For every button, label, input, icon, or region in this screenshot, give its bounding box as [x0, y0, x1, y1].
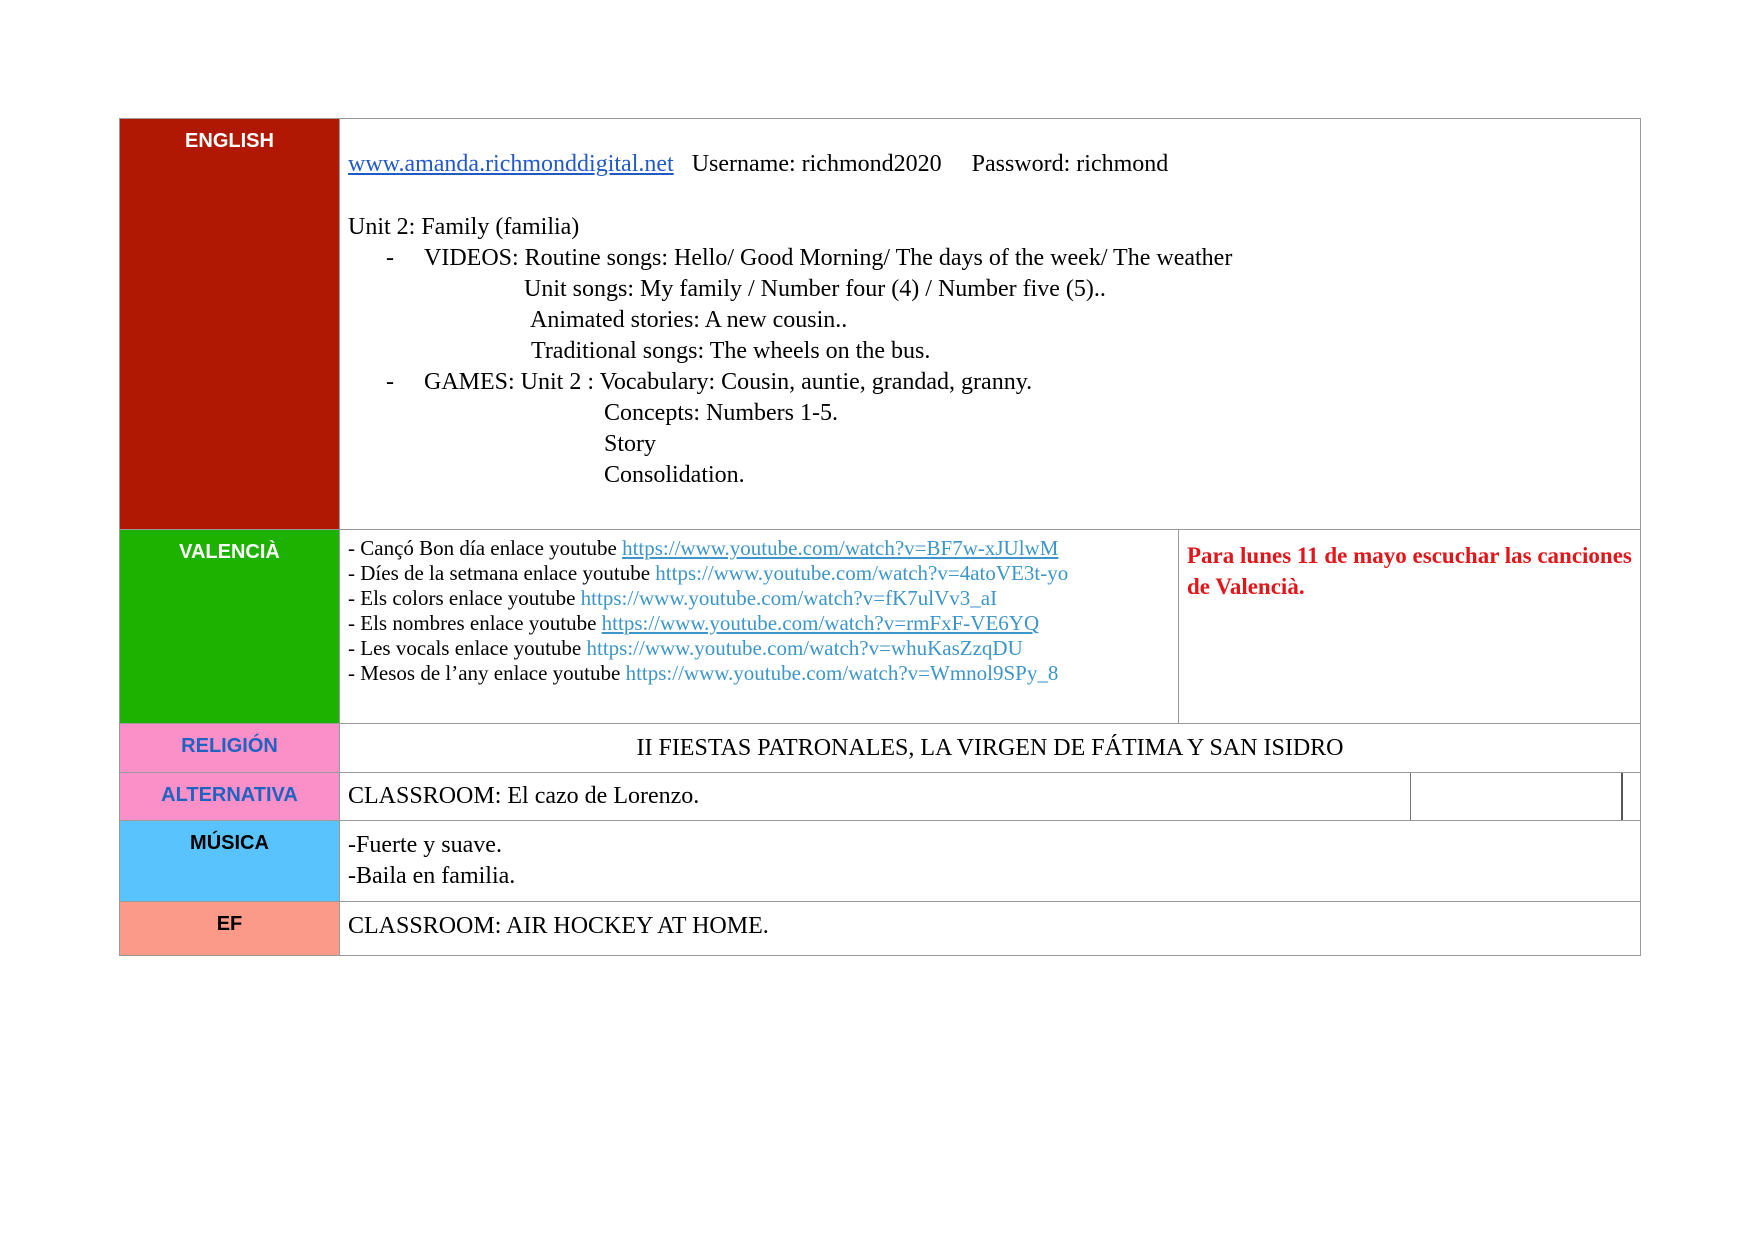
- youtube-link[interactable]: https://www.youtube.com/watch?v=Wmnol9SPy_8: [625, 661, 1059, 685]
- concepts-line: Concepts: Numbers 1-5.: [604, 400, 838, 426]
- row-english: [119, 118, 1641, 529]
- row-religion: [119, 723, 1641, 772]
- schedule-table: [119, 118, 1641, 956]
- youtube-link[interactable]: https://www.youtube.com/watch?v=fK7ulVv3_aI: [580, 586, 998, 610]
- alternativa-text: CLASSROOM: El cazo de Lorenzo.: [340, 773, 1411, 820]
- musica-content: [340, 821, 1640, 901]
- row-musica: [119, 820, 1641, 901]
- videos-line: [348, 243, 1632, 274]
- unit-title: Unit 2: Family (familia): [348, 214, 580, 240]
- row-alternativa: [119, 772, 1641, 820]
- list-item: - Díes de la setmana enlace youtube https://www.youtube.com/watch?v=4atoVE3t-yo: [348, 561, 1069, 585]
- valencia-content: [340, 530, 1640, 723]
- subject-label-valencia: VALENCIÀ: [120, 530, 340, 723]
- valencia-song-list: [340, 530, 1179, 723]
- youtube-link[interactable]: https://www.youtube.com/watch?v=whuKasZzqDU: [586, 636, 1023, 660]
- story-line: Story: [604, 431, 657, 457]
- richmond-link[interactable]: www.amanda.richmonddigital.net: [348, 151, 674, 177]
- youtube-link[interactable]: https://www.youtube.com/watch?v=4atoVE3t-yo: [655, 561, 1069, 585]
- consolidation-line: Consolidation.: [604, 462, 745, 488]
- row-ef: [119, 901, 1641, 956]
- alternativa-content: [340, 773, 1640, 820]
- subject-label-english: ENGLISH: [120, 119, 340, 529]
- games-line: [348, 367, 1632, 398]
- english-content: [340, 119, 1640, 529]
- games-text: GAMES: Unit 2 : Vocabulary: Cousin, auntie, grandad, granny.: [424, 369, 1033, 395]
- ef-text: CLASSROOM: AIR HOCKEY AT HOME.: [348, 913, 769, 939]
- subject-label-alternativa: ALTERNATIVA: [120, 773, 340, 820]
- bullet-dash: -: [386, 369, 394, 395]
- list-item: - Mesos de l’any enlace youtube https://www.youtube.com/watch?v=Wmnol9SPy_8: [348, 661, 1059, 685]
- credentials-text: Username: richmond2020 Password: richmond: [673, 151, 1169, 177]
- list-item: - Cançó Bon día enlace youtube https://www.youtube.com/watch?v=BF7w-xJUlwM: [348, 536, 1059, 560]
- unit-songs-line: Unit songs: My family / Number four (4) / Number five (5)..: [524, 276, 1106, 302]
- musica-line: -Fuerte y suave.: [348, 832, 502, 858]
- list-item: - Els colors enlace youtube https://www.youtube.com/watch?v=fK7ulVv3_aI: [348, 586, 998, 610]
- list-item: - Els nombres enlace youtube https://www.youtube.com/watch?v=rmFxF-VE6YQ: [348, 611, 1040, 635]
- row-valencia: [119, 529, 1641, 723]
- valencia-note: Para lunes 11 de mayo escuchar las canciones de Valencià.: [1187, 543, 1632, 599]
- youtube-link[interactable]: https://www.youtube.com/watch?v=BF7w-xJUlwM: [622, 536, 1059, 560]
- subject-label-ef: EF: [120, 902, 340, 955]
- empty-cell: [1411, 773, 1623, 820]
- traditional-songs-line: Traditional songs: The wheels on the bus.: [531, 338, 931, 364]
- empty-cell: [1623, 773, 1640, 820]
- musica-line: -Baila en familia.: [348, 863, 516, 889]
- english-access-line: [348, 149, 1632, 180]
- subject-label-religion: RELIGIÓN: [120, 724, 340, 772]
- religion-text: II FIESTAS PATRONALES, LA VIRGEN DE FÁTIMA Y SAN ISIDRO: [636, 735, 1344, 761]
- animated-stories-line: Animated stories: A new cousin..: [530, 307, 848, 333]
- subject-label-musica: MÚSICA: [120, 821, 340, 901]
- list-item: - Les vocals enlace youtube https://www.youtube.com/watch?v=whuKasZzqDU: [348, 636, 1023, 660]
- youtube-link[interactable]: https://www.youtube.com/watch?v=rmFxF-VE6YQ: [601, 611, 1040, 635]
- bullet-dash: -: [386, 245, 394, 271]
- videos-text: VIDEOS: Routine songs: Hello/ Good Morning/ The days of the week/ The weather: [424, 245, 1233, 271]
